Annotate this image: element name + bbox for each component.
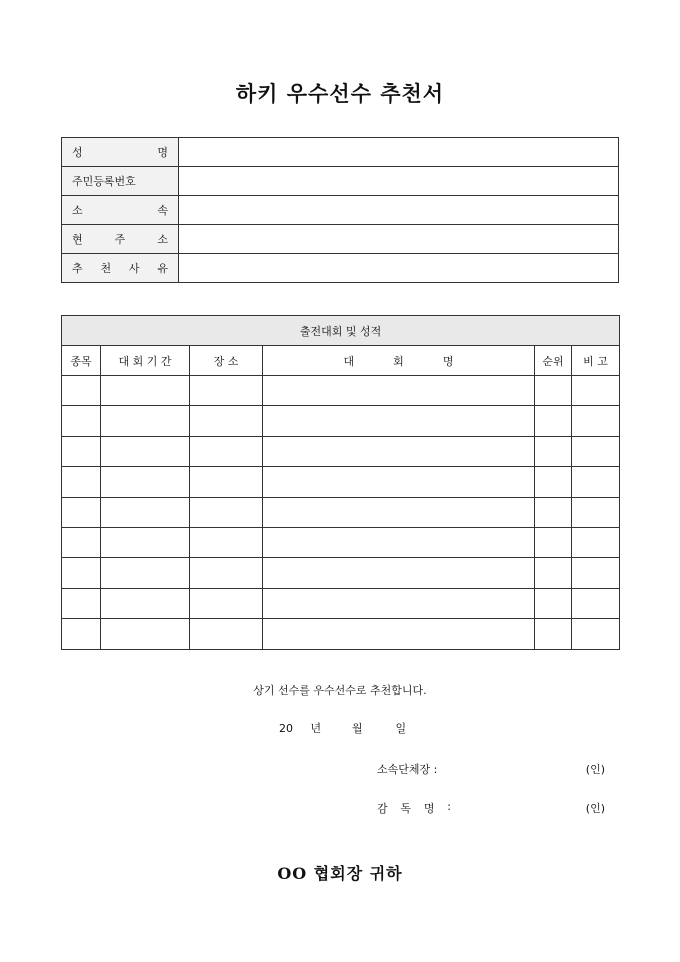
- header-venue: 장 소: [190, 346, 263, 376]
- header-part: 명: [442, 354, 454, 368]
- records-header-row: [62, 346, 620, 376]
- record-cell[interactable]: [62, 467, 101, 497]
- label-part: 속: [157, 204, 168, 217]
- record-cell[interactable]: [572, 436, 620, 466]
- date-year-prefix: 20: [279, 722, 293, 735]
- seal-mark: (인): [585, 802, 605, 815]
- info-value-reason[interactable]: [179, 254, 619, 283]
- record-cell[interactable]: [535, 467, 572, 497]
- record-cell[interactable]: [62, 497, 101, 527]
- record-cell[interactable]: [101, 376, 190, 406]
- record-cell[interactable]: [62, 406, 101, 436]
- record-cell[interactable]: [263, 376, 535, 406]
- record-cell[interactable]: [263, 467, 535, 497]
- record-cell[interactable]: [572, 619, 620, 649]
- info-label-reason: [62, 254, 179, 283]
- record-cell[interactable]: [62, 376, 101, 406]
- records-caption: 출전대회 및 성적: [62, 316, 620, 346]
- record-cell[interactable]: [535, 436, 572, 466]
- record-cell[interactable]: [572, 497, 620, 527]
- header-part: 회: [393, 354, 404, 368]
- info-value-affiliation[interactable]: [179, 196, 619, 225]
- table-row: [62, 376, 620, 406]
- label-part: 성: [72, 146, 83, 159]
- record-cell[interactable]: [263, 497, 535, 527]
- record-cell[interactable]: [62, 527, 101, 557]
- record-cell[interactable]: [572, 588, 620, 618]
- record-cell[interactable]: [263, 436, 535, 466]
- record-cell[interactable]: [62, 588, 101, 618]
- info-row-address: [62, 225, 619, 254]
- label-part: 명: [157, 146, 168, 159]
- record-cell[interactable]: [535, 619, 572, 649]
- record-cell[interactable]: [263, 558, 535, 588]
- record-cell[interactable]: [535, 588, 572, 618]
- info-row-reason: [62, 254, 619, 283]
- record-cell[interactable]: [572, 558, 620, 588]
- record-cell[interactable]: [101, 436, 190, 466]
- info-row-name: [62, 138, 619, 167]
- signature-label: 감 독 명 :: [377, 800, 451, 815]
- header-rank: 순위: [535, 346, 572, 376]
- record-cell[interactable]: [101, 527, 190, 557]
- record-cell[interactable]: [190, 436, 263, 466]
- signature-line-coach: [377, 800, 605, 816]
- table-row: [62, 406, 620, 436]
- record-cell[interactable]: [101, 558, 190, 588]
- record-cell[interactable]: [572, 467, 620, 497]
- date-year: 년: [310, 722, 322, 735]
- record-cell[interactable]: [101, 588, 190, 618]
- record-cell[interactable]: [190, 588, 263, 618]
- record-cell[interactable]: [62, 619, 101, 649]
- label-part: 유: [157, 262, 168, 275]
- record-cell[interactable]: [572, 406, 620, 436]
- record-cell[interactable]: [101, 467, 190, 497]
- record-cell[interactable]: [535, 406, 572, 436]
- label-part: 소: [72, 204, 83, 217]
- date-day: 일: [395, 722, 407, 735]
- record-cell[interactable]: [263, 619, 535, 649]
- record-cell[interactable]: [190, 558, 263, 588]
- header-part: 대: [343, 354, 355, 368]
- table-row: [62, 619, 620, 649]
- record-cell[interactable]: [62, 436, 101, 466]
- label-part: 추: [72, 262, 83, 275]
- info-label-address: [62, 225, 179, 254]
- header-competition-name: [263, 346, 535, 376]
- header-event: 종목: [62, 346, 101, 376]
- record-cell[interactable]: [535, 497, 572, 527]
- label-part: 현: [72, 233, 83, 246]
- record-cell[interactable]: [101, 406, 190, 436]
- record-cell[interactable]: [263, 588, 535, 618]
- record-cell[interactable]: [572, 376, 620, 406]
- label-part: 주: [114, 233, 126, 246]
- record-cell[interactable]: [535, 376, 572, 406]
- info-row-affiliation: [62, 196, 619, 225]
- record-cell[interactable]: [101, 497, 190, 527]
- table-row: [62, 588, 620, 618]
- table-row: [62, 436, 620, 466]
- record-cell[interactable]: [190, 497, 263, 527]
- info-value-name[interactable]: [179, 138, 619, 167]
- signature-line-head: [377, 761, 605, 777]
- table-row: [62, 497, 620, 527]
- info-label-name: [62, 138, 179, 167]
- seal-mark: (인): [585, 763, 605, 776]
- record-cell[interactable]: [263, 527, 535, 557]
- info-label-resident-number: [62, 167, 179, 196]
- record-cell[interactable]: [572, 527, 620, 557]
- record-cell[interactable]: [263, 406, 535, 436]
- info-label-affiliation: [62, 196, 179, 225]
- document-title: 하키 우수선수 추천서: [235, 81, 445, 106]
- record-cell[interactable]: [535, 558, 572, 588]
- recommendation-statement: 상기 선수를 우수선수로 추천합니다.: [253, 684, 427, 697]
- date-month: 월: [352, 722, 363, 735]
- competition-records-table: [61, 315, 620, 650]
- date-line: [279, 720, 406, 736]
- record-cell[interactable]: [190, 376, 263, 406]
- label-part: 사: [128, 262, 140, 275]
- label-part: 천: [100, 262, 112, 275]
- record-cell[interactable]: [190, 527, 263, 557]
- records-body: [62, 376, 620, 650]
- header-period: 대 회 기 간: [101, 346, 190, 376]
- table-row: [62, 527, 620, 557]
- header-remarks: 비 고: [572, 346, 620, 376]
- label-part: 소: [157, 233, 168, 246]
- info-row-resident-number: [62, 167, 619, 196]
- label-part: 주민등록번호: [72, 175, 136, 188]
- record-cell[interactable]: [535, 527, 572, 557]
- record-cell[interactable]: [190, 619, 263, 649]
- closing-addressee: OO 협회장 귀하: [277, 864, 403, 883]
- record-cell[interactable]: [101, 619, 190, 649]
- record-cell[interactable]: [62, 558, 101, 588]
- info-value-address[interactable]: [179, 225, 619, 254]
- table-row: [62, 467, 620, 497]
- applicant-info-table: [61, 137, 619, 283]
- table-row: [62, 558, 620, 588]
- record-cell[interactable]: [190, 467, 263, 497]
- info-value-resident-number[interactable]: [179, 167, 619, 196]
- records-caption-row: [62, 316, 620, 346]
- signature-label: 소속단체장 :: [377, 763, 438, 776]
- record-cell[interactable]: [190, 406, 263, 436]
